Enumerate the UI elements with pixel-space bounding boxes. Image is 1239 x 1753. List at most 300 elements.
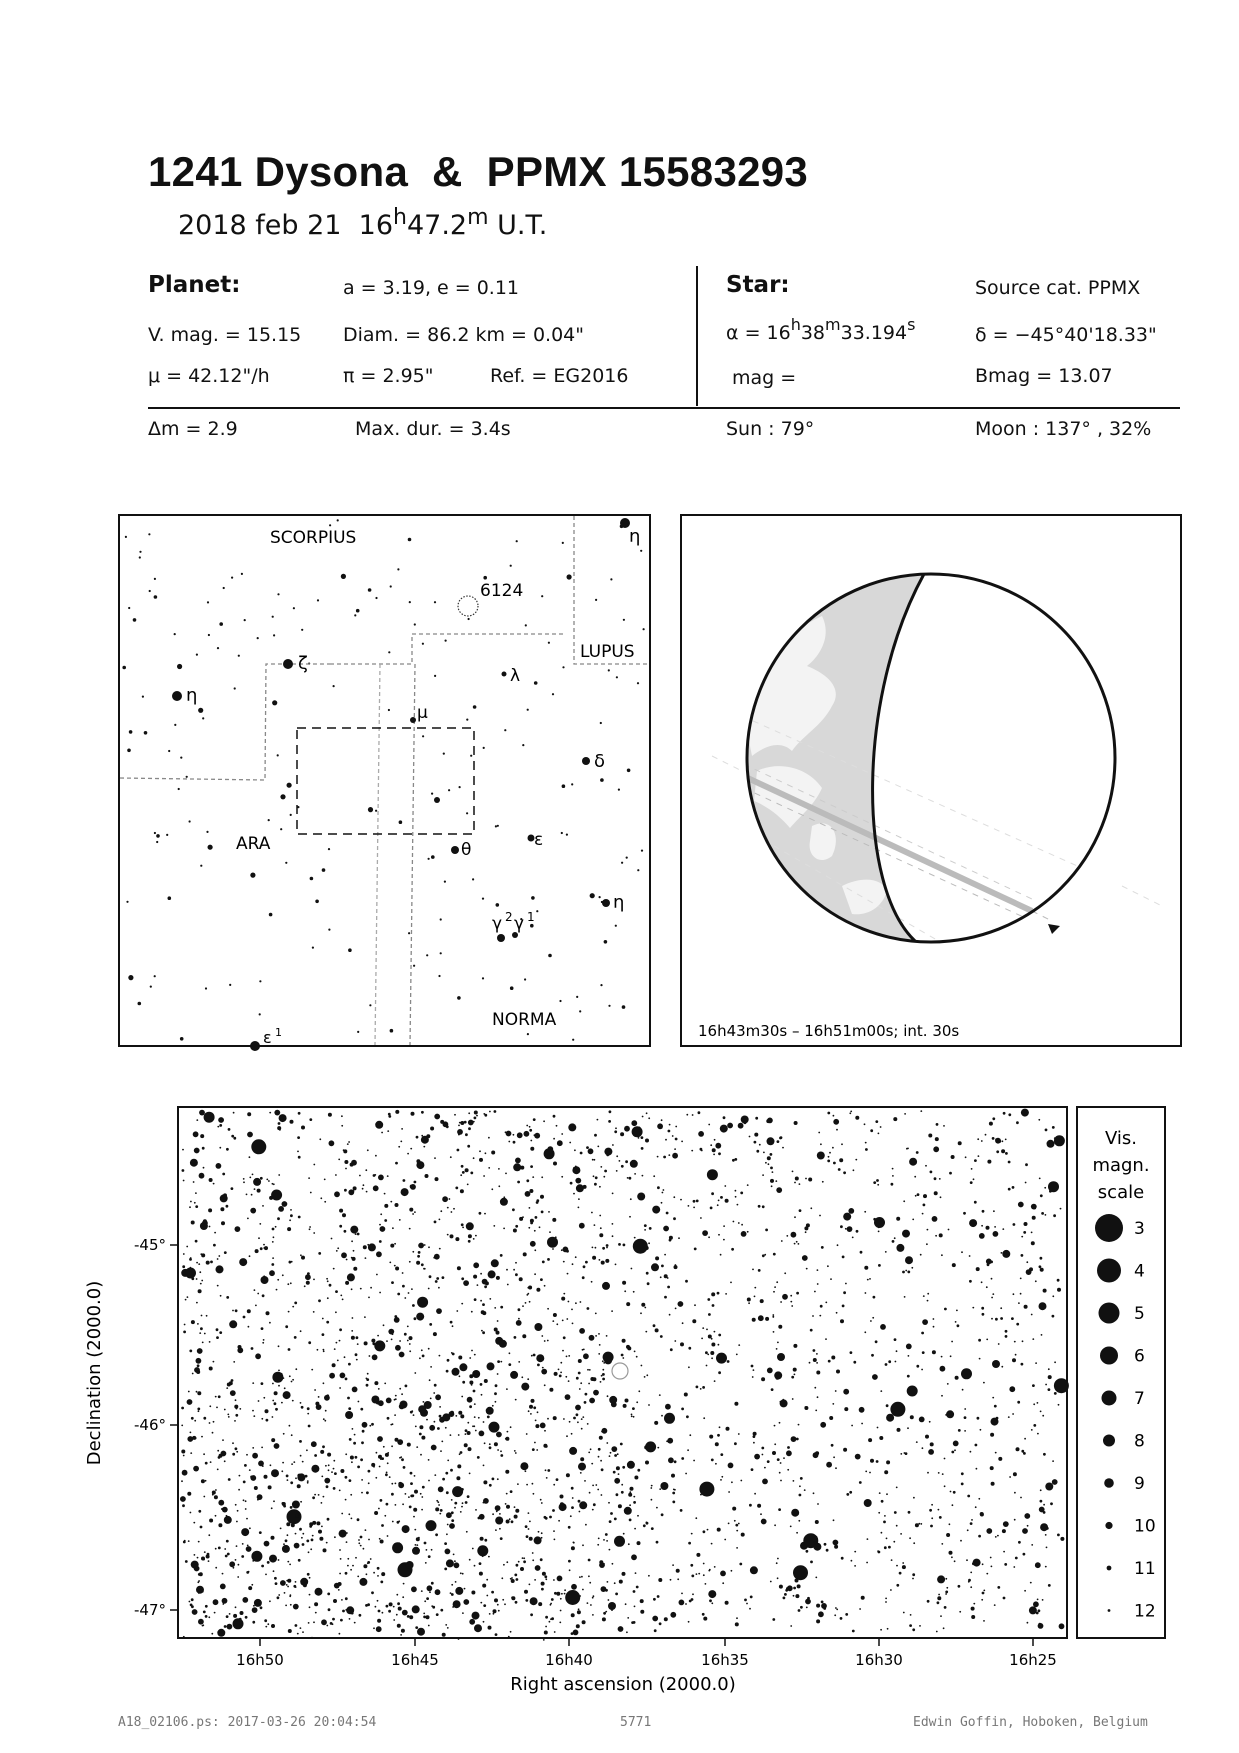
field-star bbox=[217, 1126, 219, 1128]
field-star bbox=[618, 1626, 624, 1632]
field-star bbox=[221, 1451, 227, 1457]
field-star bbox=[641, 1303, 645, 1307]
field-star bbox=[345, 1499, 347, 1501]
field-star bbox=[289, 1425, 291, 1427]
field-star bbox=[970, 1451, 972, 1453]
field-star bbox=[379, 1538, 381, 1540]
field-star bbox=[522, 1305, 524, 1307]
field-star bbox=[568, 1123, 576, 1131]
field-star bbox=[691, 1533, 693, 1535]
field-star bbox=[351, 1240, 353, 1242]
field-star bbox=[420, 1454, 422, 1456]
field-star bbox=[433, 1332, 437, 1336]
field-star bbox=[266, 1419, 269, 1422]
field-star bbox=[920, 1420, 922, 1422]
field-star bbox=[249, 1469, 251, 1471]
field-star bbox=[196, 1278, 198, 1280]
field-star bbox=[569, 1569, 571, 1571]
field-star bbox=[204, 1112, 215, 1123]
field-star bbox=[314, 1454, 317, 1457]
field-star bbox=[585, 1261, 588, 1264]
field-star bbox=[878, 1512, 880, 1514]
field-star bbox=[736, 1354, 738, 1356]
field-star bbox=[543, 1120, 545, 1122]
field-star bbox=[547, 1308, 549, 1310]
field-star bbox=[728, 1463, 734, 1469]
field-star bbox=[200, 1526, 203, 1529]
finder-star bbox=[448, 789, 450, 791]
field-star bbox=[528, 1227, 530, 1229]
field-star bbox=[574, 1149, 576, 1151]
field-star bbox=[814, 1291, 816, 1293]
field-star bbox=[312, 1535, 314, 1537]
field-star bbox=[424, 1268, 426, 1270]
field-star bbox=[507, 1431, 509, 1433]
field-star bbox=[515, 1273, 518, 1276]
field-star bbox=[227, 1553, 230, 1556]
field-star bbox=[489, 1298, 491, 1300]
field-star bbox=[388, 1329, 394, 1335]
field-star bbox=[229, 1320, 237, 1328]
field-star bbox=[920, 1110, 922, 1112]
finder-star bbox=[207, 601, 209, 603]
field-star bbox=[421, 1509, 423, 1511]
field-star bbox=[452, 1371, 454, 1373]
field-star bbox=[297, 1473, 305, 1481]
footer-author: Edwin Goffin, Hoboken, Belgium bbox=[913, 1715, 1148, 1730]
field-star bbox=[285, 1325, 288, 1328]
field-star bbox=[978, 1155, 980, 1157]
field-star bbox=[692, 1319, 696, 1323]
field-star bbox=[776, 1187, 782, 1193]
field-star bbox=[282, 1545, 290, 1553]
field-star bbox=[1038, 1119, 1040, 1121]
field-star bbox=[791, 1376, 794, 1379]
field-star bbox=[445, 1472, 448, 1475]
field-star bbox=[1031, 1241, 1035, 1245]
field-star bbox=[1033, 1424, 1036, 1427]
field-star bbox=[283, 1377, 285, 1379]
field-star bbox=[722, 1582, 724, 1584]
field-star bbox=[933, 1318, 935, 1320]
field-star bbox=[1012, 1358, 1016, 1362]
field-star bbox=[236, 1451, 238, 1453]
field-star bbox=[429, 1323, 432, 1326]
finder-star bbox=[375, 810, 377, 812]
finder-star bbox=[273, 634, 275, 636]
field-star bbox=[394, 1317, 400, 1323]
field-star bbox=[986, 1339, 988, 1341]
finder-star bbox=[156, 841, 158, 843]
field-star bbox=[625, 1603, 627, 1605]
field-star bbox=[521, 1383, 529, 1391]
field-star bbox=[536, 1199, 539, 1202]
field-star bbox=[644, 1229, 646, 1231]
field-star bbox=[859, 1407, 865, 1413]
field-star bbox=[408, 1292, 410, 1294]
finder-star bbox=[621, 862, 623, 864]
field-star bbox=[197, 1323, 199, 1325]
field-star bbox=[513, 1134, 515, 1136]
field-star bbox=[634, 1606, 636, 1608]
field-star bbox=[318, 1530, 322, 1534]
field-star bbox=[861, 1596, 865, 1600]
field-star bbox=[945, 1593, 947, 1595]
field-star bbox=[842, 1256, 845, 1259]
field-star bbox=[932, 1216, 938, 1222]
field-star bbox=[961, 1368, 972, 1379]
finder-star bbox=[408, 932, 410, 934]
field-star bbox=[439, 1248, 441, 1250]
field-star bbox=[402, 1610, 408, 1616]
field-star bbox=[379, 1466, 381, 1468]
field-star bbox=[560, 1610, 562, 1612]
field-star bbox=[187, 1296, 189, 1298]
field-star bbox=[877, 1184, 879, 1186]
field-star bbox=[327, 1518, 330, 1521]
finder-star bbox=[409, 601, 411, 603]
field-star bbox=[496, 1276, 500, 1280]
field-star bbox=[835, 1607, 837, 1609]
field-star bbox=[762, 1174, 764, 1176]
field-star bbox=[610, 1452, 612, 1454]
field-star bbox=[457, 1149, 460, 1152]
ra-h-unit: h bbox=[790, 315, 801, 334]
field-star bbox=[486, 1595, 488, 1597]
field-star bbox=[599, 1436, 603, 1440]
sun-elongation: Sun : 79° bbox=[726, 418, 815, 440]
field-star bbox=[247, 1309, 251, 1313]
finder-star bbox=[600, 778, 604, 782]
field-star bbox=[295, 1581, 297, 1583]
field-star bbox=[202, 1591, 204, 1593]
field-star bbox=[184, 1324, 186, 1326]
finder-star bbox=[241, 573, 243, 575]
field-star bbox=[813, 1492, 815, 1494]
finder-star bbox=[337, 519, 339, 521]
field-star bbox=[339, 1573, 341, 1575]
field-star bbox=[486, 1407, 494, 1415]
field-star bbox=[280, 1580, 286, 1586]
field-star bbox=[1029, 1606, 1037, 1614]
boundary-line bbox=[120, 664, 330, 780]
field-star bbox=[193, 1163, 195, 1165]
field-star bbox=[249, 1156, 251, 1158]
field-star bbox=[670, 1579, 672, 1581]
field-star bbox=[511, 1579, 515, 1583]
field-star bbox=[247, 1112, 251, 1116]
field-star bbox=[680, 1342, 684, 1346]
field-star bbox=[549, 1242, 553, 1246]
field-star bbox=[336, 1250, 338, 1252]
field-star bbox=[301, 1537, 303, 1539]
field-star bbox=[310, 1192, 312, 1194]
field-star bbox=[817, 1396, 819, 1398]
planet-parallax: π = 2.95" bbox=[343, 365, 434, 387]
field-star bbox=[393, 1606, 395, 1608]
field-star bbox=[423, 1401, 425, 1403]
finder-star bbox=[142, 696, 144, 698]
field-star bbox=[888, 1546, 891, 1549]
field-star bbox=[927, 1293, 929, 1295]
field-star bbox=[203, 1496, 205, 1498]
label-norma: NORMA bbox=[492, 1010, 557, 1030]
field-star bbox=[997, 1535, 999, 1537]
finder-star bbox=[516, 540, 518, 542]
field-star bbox=[609, 1110, 612, 1113]
field-star bbox=[506, 1131, 512, 1137]
field-star bbox=[520, 1567, 524, 1571]
field-star bbox=[887, 1628, 889, 1630]
field-star bbox=[355, 1456, 358, 1459]
field-star bbox=[493, 1225, 495, 1227]
field-star bbox=[1024, 1305, 1028, 1309]
field-star bbox=[978, 1498, 980, 1500]
field-star bbox=[395, 1345, 401, 1351]
field-star bbox=[700, 1148, 703, 1151]
field-star bbox=[927, 1229, 929, 1231]
field-star bbox=[817, 1283, 819, 1285]
field-star bbox=[706, 1329, 708, 1331]
field-star bbox=[916, 1441, 918, 1443]
field-star bbox=[350, 1226, 358, 1234]
field-star bbox=[460, 1511, 462, 1513]
field-star bbox=[1045, 1384, 1047, 1386]
field-star bbox=[354, 1622, 356, 1624]
field-star bbox=[933, 1146, 939, 1152]
field-star bbox=[252, 1560, 254, 1562]
field-star bbox=[712, 1304, 715, 1307]
field-star bbox=[1005, 1330, 1008, 1333]
field-star bbox=[464, 1588, 466, 1590]
field-star bbox=[594, 1224, 596, 1226]
field-star bbox=[453, 1208, 455, 1210]
field-star bbox=[1052, 1126, 1055, 1129]
field-star bbox=[832, 1147, 834, 1149]
field-star bbox=[821, 1246, 824, 1249]
field-star bbox=[833, 1540, 839, 1546]
field-star bbox=[544, 1148, 555, 1159]
field-star bbox=[632, 1407, 635, 1410]
field-star bbox=[547, 1418, 549, 1420]
field-star bbox=[1011, 1389, 1013, 1391]
field-star bbox=[930, 1525, 933, 1528]
field-star bbox=[648, 1242, 650, 1244]
field-star bbox=[608, 1120, 611, 1123]
field-star bbox=[768, 1163, 770, 1165]
field-star bbox=[234, 1405, 238, 1409]
field-star bbox=[867, 1279, 869, 1281]
field-star bbox=[497, 1478, 499, 1480]
field-star bbox=[1040, 1194, 1043, 1197]
field-star bbox=[994, 1604, 996, 1606]
legend-magnitude-label: 4 bbox=[1134, 1261, 1145, 1282]
field-star bbox=[257, 1494, 263, 1500]
field-star bbox=[711, 1343, 715, 1347]
field-star bbox=[692, 1114, 694, 1116]
field-star bbox=[611, 1446, 617, 1452]
field-star bbox=[849, 1491, 852, 1494]
field-star bbox=[990, 1261, 993, 1264]
field-star bbox=[455, 1581, 457, 1583]
field-star bbox=[339, 1530, 347, 1538]
field-star bbox=[461, 1165, 464, 1168]
field-star bbox=[740, 1480, 742, 1482]
field-star bbox=[938, 1472, 940, 1474]
field-star bbox=[778, 1325, 782, 1329]
field-star bbox=[721, 1476, 723, 1478]
field-star bbox=[506, 1493, 508, 1495]
field-star bbox=[254, 1486, 258, 1490]
field-star bbox=[337, 1247, 339, 1249]
field-star bbox=[522, 1334, 526, 1338]
field-star bbox=[720, 1479, 722, 1481]
field-star bbox=[407, 1326, 409, 1328]
field-star bbox=[997, 1586, 1000, 1589]
field-star bbox=[637, 1193, 645, 1201]
field-star bbox=[578, 1463, 586, 1471]
field-star bbox=[209, 1178, 213, 1182]
field-star bbox=[208, 1616, 210, 1618]
field-star bbox=[358, 1401, 360, 1403]
finder-star bbox=[277, 593, 279, 595]
field-star bbox=[1057, 1279, 1060, 1282]
field-star bbox=[879, 1492, 881, 1494]
field-star bbox=[283, 1391, 291, 1399]
field-star bbox=[992, 1117, 995, 1120]
legend-star bbox=[1104, 1478, 1114, 1488]
field-star bbox=[688, 1621, 690, 1623]
field-star bbox=[777, 1140, 780, 1143]
globe-panel bbox=[680, 514, 1182, 1047]
field-star bbox=[595, 1313, 597, 1315]
field-star bbox=[454, 1562, 460, 1568]
field-star bbox=[454, 1502, 457, 1505]
field-star bbox=[183, 1455, 185, 1457]
field-star bbox=[389, 1602, 393, 1606]
field-star bbox=[372, 1354, 378, 1360]
field-star bbox=[884, 1470, 888, 1474]
field-star bbox=[595, 1176, 598, 1179]
finder-star bbox=[388, 651, 390, 653]
field-star bbox=[245, 1500, 247, 1502]
finder-star bbox=[259, 1013, 261, 1015]
finder-star bbox=[354, 614, 356, 616]
legend-star bbox=[1097, 1259, 1121, 1283]
field-star bbox=[215, 1396, 217, 1398]
field-star bbox=[468, 1240, 471, 1243]
field-star bbox=[453, 1600, 461, 1608]
planet-orbit: a = 3.19, e = 0.11 bbox=[343, 277, 520, 299]
field-star bbox=[859, 1608, 861, 1610]
field-star bbox=[660, 1335, 663, 1338]
field-star bbox=[708, 1590, 716, 1598]
field-star bbox=[917, 1193, 920, 1196]
field-star bbox=[1011, 1317, 1014, 1320]
field-star bbox=[598, 1353, 600, 1355]
field-star bbox=[993, 1210, 995, 1212]
field-star bbox=[641, 1365, 643, 1367]
field-star bbox=[287, 1586, 289, 1588]
field-star bbox=[431, 1445, 437, 1451]
field-star bbox=[753, 1442, 755, 1444]
field-star bbox=[799, 1209, 802, 1212]
field-star bbox=[720, 1453, 723, 1456]
field-star bbox=[894, 1338, 897, 1341]
field-star bbox=[707, 1529, 709, 1531]
field-star bbox=[813, 1452, 819, 1458]
field-star bbox=[467, 1431, 471, 1435]
field-star bbox=[235, 1226, 241, 1232]
field-star bbox=[900, 1533, 902, 1535]
field-star bbox=[717, 1292, 720, 1295]
field-star bbox=[737, 1204, 739, 1206]
field-star bbox=[565, 1590, 580, 1605]
field-star bbox=[905, 1256, 913, 1264]
field-star bbox=[473, 1425, 475, 1427]
field-star bbox=[531, 1355, 533, 1357]
field-star bbox=[698, 1573, 700, 1575]
finder-star bbox=[333, 685, 335, 687]
field-star bbox=[916, 1151, 919, 1154]
field-star bbox=[657, 1156, 659, 1158]
field-star bbox=[609, 1520, 612, 1523]
x-tick-label: 16h40 bbox=[545, 1651, 593, 1669]
finder-star bbox=[287, 783, 292, 788]
field-star bbox=[735, 1524, 738, 1527]
field-star bbox=[1052, 1315, 1055, 1318]
field-star bbox=[962, 1389, 964, 1391]
field-star bbox=[243, 1316, 246, 1319]
field-star bbox=[277, 1217, 280, 1220]
field-star bbox=[1060, 1537, 1064, 1541]
field-star bbox=[710, 1351, 714, 1355]
field-star bbox=[272, 1400, 274, 1402]
field-star bbox=[396, 1594, 398, 1596]
field-star bbox=[529, 1129, 532, 1132]
field-star bbox=[307, 1407, 310, 1410]
field-star bbox=[241, 1555, 244, 1558]
field-star bbox=[674, 1148, 676, 1150]
field-star bbox=[264, 1619, 267, 1622]
field-star bbox=[416, 1544, 418, 1546]
field-star bbox=[932, 1350, 936, 1354]
field-star bbox=[192, 1373, 194, 1375]
field-star bbox=[886, 1493, 888, 1495]
field-star bbox=[659, 1488, 661, 1490]
field-star bbox=[352, 1190, 355, 1193]
field-star bbox=[710, 1207, 713, 1210]
field-star bbox=[960, 1540, 962, 1542]
field-star bbox=[349, 1618, 351, 1620]
field-star bbox=[414, 1211, 416, 1213]
field-star bbox=[222, 1573, 224, 1575]
field-star bbox=[249, 1527, 251, 1529]
field-star bbox=[553, 1416, 557, 1420]
field-star bbox=[386, 1503, 389, 1506]
field-star bbox=[394, 1265, 396, 1267]
label-eta-scorpius: η bbox=[629, 526, 641, 547]
field-star bbox=[1004, 1563, 1007, 1566]
field-star bbox=[895, 1361, 897, 1363]
label-mu: μ bbox=[417, 703, 428, 723]
field-star bbox=[452, 1353, 455, 1356]
field-star bbox=[403, 1466, 406, 1469]
field-star bbox=[578, 1198, 580, 1200]
field-star bbox=[1018, 1202, 1024, 1208]
field-star bbox=[391, 1281, 394, 1284]
field-star bbox=[462, 1171, 465, 1174]
